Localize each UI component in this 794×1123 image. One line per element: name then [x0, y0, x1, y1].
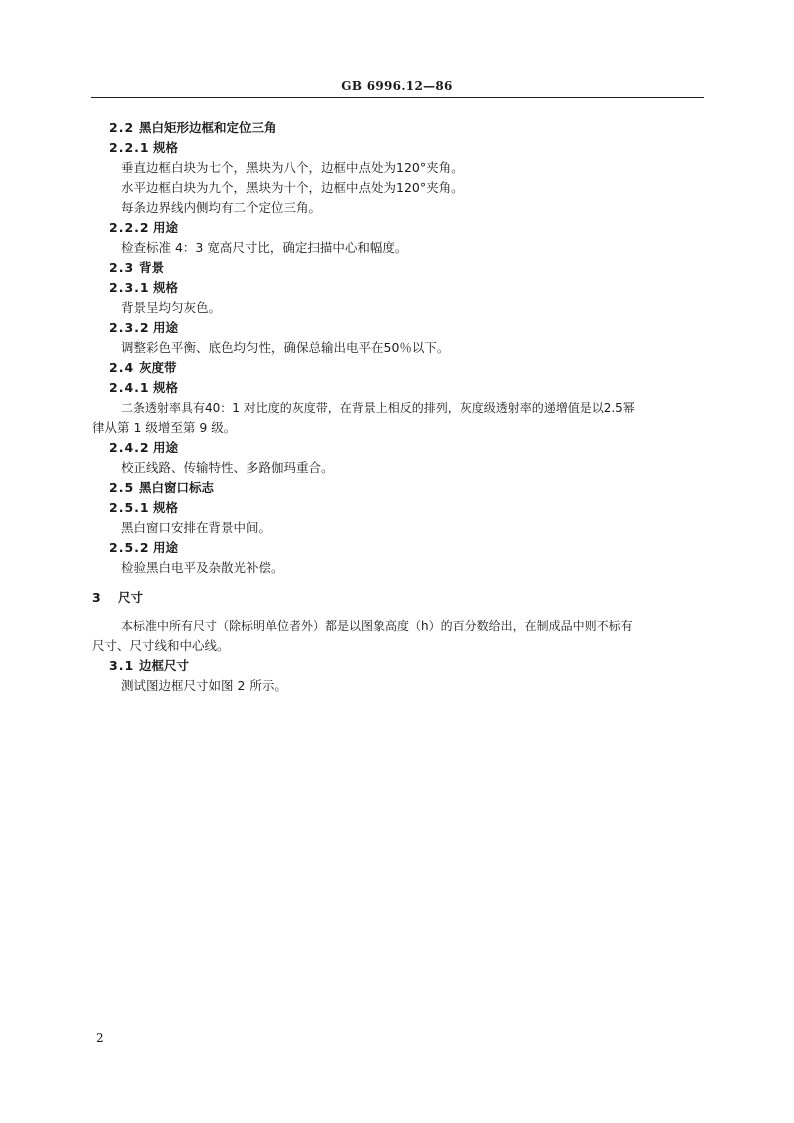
- section-heading: 3 尺寸: [92, 590, 144, 605]
- page-header: [0, 79, 794, 93]
- section-heading: 2.3 背景: [109, 260, 165, 275]
- paragraph-line: 二条透射率具有40：1 对比度的灰度带，在背景上相反的排列，灰度级透射率的递增值是以2.5幂: [121, 401, 635, 415]
- subsection-heading: 2.3.2 用途: [109, 320, 179, 335]
- paragraph-line: 尺寸、尺寸线和中心线。: [92, 638, 230, 653]
- subsection-heading: 3.1 边框尺寸: [109, 658, 190, 673]
- paragraph-line: 本标准中所有尺寸（除标明单位者外）都是以图象高度（h）的百分数给出，在制成品中则不标有: [121, 619, 633, 633]
- paragraph-line: 校正线路、传输特性、多路伽玛重合。: [121, 460, 334, 475]
- paragraph-line: 水平边框白块为九个，黑块为十个，边框中点处为120°夹角。: [121, 180, 464, 195]
- paragraph-line: 律从第 1 级增至第 9 级。: [92, 420, 237, 435]
- subsection-heading: 2.3.1 规格: [109, 280, 179, 295]
- page-number: 2: [96, 1031, 104, 1045]
- paragraph-line: 垂直边框白块为七个，黑块为八个，边框中点处为120°夹角。: [121, 160, 464, 175]
- subsection-heading: 2.5.1 规格: [109, 500, 179, 515]
- paragraph-line: 调整彩色平衡、底色均匀性，确保总输出电平在50％以下。: [121, 340, 450, 355]
- paragraph-line: 背景呈均匀灰色。: [121, 300, 222, 315]
- subsection-heading: 2.2.1 规格: [109, 140, 179, 155]
- paragraph-line: 每条边界线内侧均有二个定位三角。: [121, 200, 322, 215]
- standard-number: GB 6996.12—86: [341, 79, 453, 93]
- paragraph-line: 检验黑白电平及杂散光补偿。: [121, 560, 284, 575]
- paragraph-line: 测试图边框尺寸如图 2 所示。: [121, 678, 287, 693]
- paragraph-line: 检查标准 4：3 宽高尺寸比，确定扫描中心和幅度。: [121, 240, 408, 255]
- section-heading: 2.2 黑白矩形边框和定位三角: [109, 120, 277, 135]
- section-heading: 2.4 灰度带: [109, 360, 177, 375]
- subsection-heading: 2.4.2 用途: [109, 440, 179, 455]
- subsection-heading: 2.4.1 规格: [109, 380, 179, 395]
- header-rule: [91, 97, 704, 98]
- subsection-heading: 2.5.2 用途: [109, 540, 179, 555]
- subsection-heading: 2.2.2 用途: [109, 220, 179, 235]
- section-heading: 2.5 黑白窗口标志: [109, 480, 215, 495]
- paragraph-line: 黑白窗口安排在背景中间。: [121, 520, 272, 535]
